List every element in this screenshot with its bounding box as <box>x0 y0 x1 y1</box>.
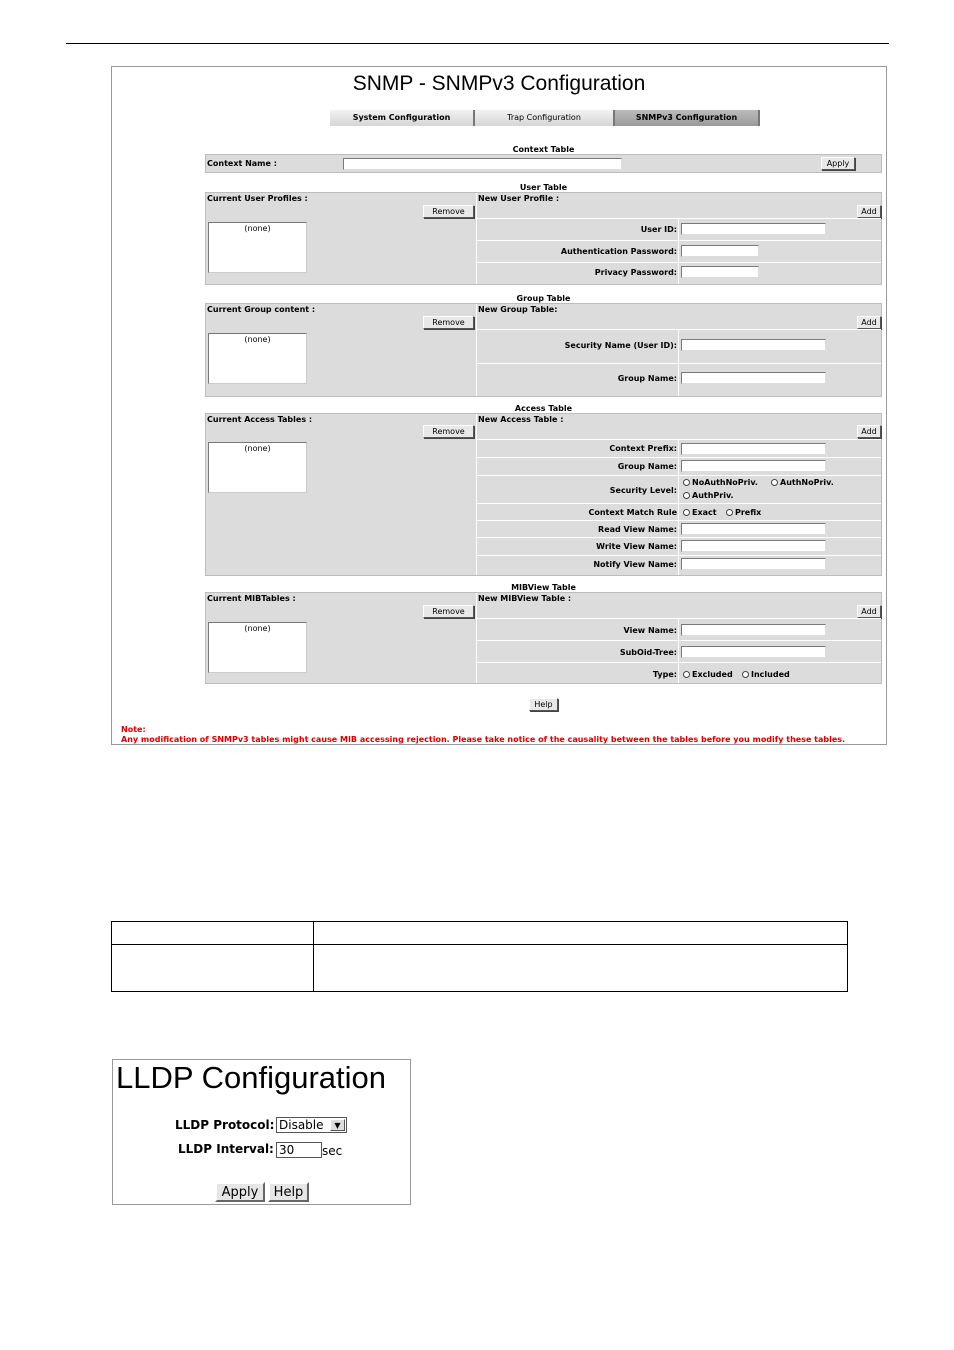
lldp-title: LLDP Configuration <box>116 1060 386 1095</box>
mibtables-list[interactable]: (none) <box>208 622 307 673</box>
new-mibview-table-label: New MIBView Table : <box>478 594 572 603</box>
chevron-down-icon[interactable]: ▼ <box>330 1119 345 1131</box>
access-group-name-input[interactable] <box>681 460 826 472</box>
user-id-label: User ID: <box>640 225 677 234</box>
user-remove-button[interactable]: Remove <box>423 205 474 218</box>
lldp-protocol-value: Disable <box>279 1118 324 1132</box>
group-add-button[interactable]: Add <box>857 316 881 329</box>
radio-icon[interactable] <box>726 509 733 516</box>
notify-view-name-label: Notify View Name: <box>593 560 677 569</box>
match-rule-prefix[interactable]: Prefix <box>726 508 761 517</box>
context-apply-button[interactable]: Apply <box>821 157 855 170</box>
user-add-button[interactable]: Add <box>857 205 881 218</box>
context-prefix-input[interactable] <box>681 443 826 455</box>
lldp-interval-label: LLDP Interval: <box>178 1142 274 1156</box>
radio-icon[interactable] <box>742 671 749 678</box>
context-prefix-label: Context Prefix: <box>609 444 677 453</box>
access-table <box>205 413 882 576</box>
radio-icon[interactable] <box>683 671 690 678</box>
group-table <box>205 303 882 397</box>
lldp-interval-unit: sec <box>322 1144 343 1158</box>
snmpv3-screenshot <box>111 66 887 745</box>
new-access-table-label: New Access Table : <box>478 415 564 424</box>
mibview-table-title: MIBView Table <box>511 583 576 592</box>
suboid-tree-input[interactable] <box>681 646 826 658</box>
context-name-label: Context Name : <box>207 159 277 168</box>
new-group-table-label: New Group Table: <box>478 305 558 314</box>
current-access-tables-label: Current Access Tables : <box>207 415 313 424</box>
table-column-divider <box>313 922 314 991</box>
context-match-rule-label: Context Match Rule <box>588 508 677 517</box>
lldp-protocol-select[interactable] <box>276 1117 347 1133</box>
current-mibtables-label: Current MIBTables : <box>207 594 296 603</box>
context-name-input[interactable] <box>343 158 622 170</box>
lldp-interval-input[interactable]: 30 <box>276 1142 322 1158</box>
radio-icon[interactable] <box>683 479 690 486</box>
radio-icon[interactable] <box>683 492 690 499</box>
mibview-remove-button[interactable]: Remove <box>423 605 474 618</box>
group-content-list[interactable]: (none) <box>208 333 307 384</box>
security-level-noauthnopriv[interactable]: NoAuthNoPriv. <box>683 478 758 487</box>
user-table-title: User Table <box>519 183 568 192</box>
user-id-input[interactable] <box>681 223 826 235</box>
tab-bar <box>330 110 760 126</box>
current-user-profiles-label: Current User Profiles : <box>207 194 308 203</box>
view-name-label: View Name: <box>623 626 677 635</box>
access-remove-button[interactable]: Remove <box>423 425 474 438</box>
notify-view-name-input[interactable] <box>681 558 826 570</box>
auth-password-input[interactable] <box>681 245 759 257</box>
access-group-name-label: Group Name: <box>617 462 677 471</box>
privacy-password-input[interactable] <box>681 266 759 278</box>
security-name-input[interactable] <box>681 339 826 351</box>
type-excluded[interactable]: Excluded <box>683 670 733 679</box>
access-tables-list[interactable]: (none) <box>208 442 307 493</box>
help-button[interactable]: Help <box>529 698 558 711</box>
write-view-name-input[interactable] <box>681 540 826 552</box>
context-table-title: Context Table <box>512 145 575 154</box>
user-table <box>205 192 882 285</box>
read-view-name-input[interactable] <box>681 523 826 535</box>
read-view-name-label: Read View Name: <box>598 525 677 534</box>
user-profiles-list[interactable]: (none) <box>208 222 307 273</box>
current-group-content-label: Current Group content : <box>207 305 316 314</box>
radio-icon[interactable] <box>771 479 778 486</box>
lldp-protocol-label: LLDP Protocol: <box>175 1118 275 1132</box>
table-header-row <box>112 922 847 945</box>
empty-table <box>111 921 848 992</box>
page-header-rule <box>66 43 889 44</box>
mibview-add-button[interactable]: Add <box>857 605 881 618</box>
security-level-label: Security Level: <box>609 486 677 495</box>
note-text: Any modification of SNMPv3 tables might cause MIB accessing rejection. Please take notice of the causality between the tables before you modify these tables. <box>121 735 846 744</box>
lldp-apply-button[interactable]: Apply <box>215 1182 265 1202</box>
tab-trap-configuration[interactable]: Trap Configuration <box>475 110 615 126</box>
note-title: Note: <box>121 725 146 734</box>
page-title: SNMP - SNMPv3 Configuration <box>352 72 646 95</box>
match-rule-exact[interactable]: Exact <box>683 508 717 517</box>
radio-icon[interactable] <box>683 509 690 516</box>
lldp-screenshot <box>112 1059 411 1205</box>
security-level-authpriv[interactable]: AuthPriv. <box>683 491 734 500</box>
access-table-title: Access Table <box>514 404 573 413</box>
access-add-button[interactable]: Add <box>857 425 881 438</box>
type-label: Type: <box>652 670 677 679</box>
suboid-tree-label: SubOid-Tree: <box>619 648 677 657</box>
privacy-password-label: Privacy Password: <box>594 268 677 277</box>
new-user-profile-label: New User Profile : <box>478 194 560 203</box>
context-table <box>205 154 882 173</box>
mibview-table <box>205 592 882 684</box>
auth-password-label: Authentication Password: <box>560 247 677 256</box>
group-name-label: Group Name: <box>617 374 677 383</box>
lldp-help-button[interactable]: Help <box>268 1182 309 1202</box>
security-name-label: Security Name (User ID): <box>564 341 677 350</box>
write-view-name-label: Write View Name: <box>596 542 677 551</box>
type-included[interactable]: Included <box>742 670 790 679</box>
tab-snmpv3-configuration[interactable]: SNMPv3 Configuration <box>615 110 760 126</box>
view-name-input[interactable] <box>681 624 826 636</box>
group-name-input[interactable] <box>681 372 826 384</box>
group-table-title: Group Table <box>516 294 571 303</box>
security-level-authnopriv[interactable]: AuthNoPriv. <box>771 478 834 487</box>
tab-system-configuration[interactable]: System Configuration <box>330 110 475 126</box>
group-remove-button[interactable]: Remove <box>423 316 474 329</box>
